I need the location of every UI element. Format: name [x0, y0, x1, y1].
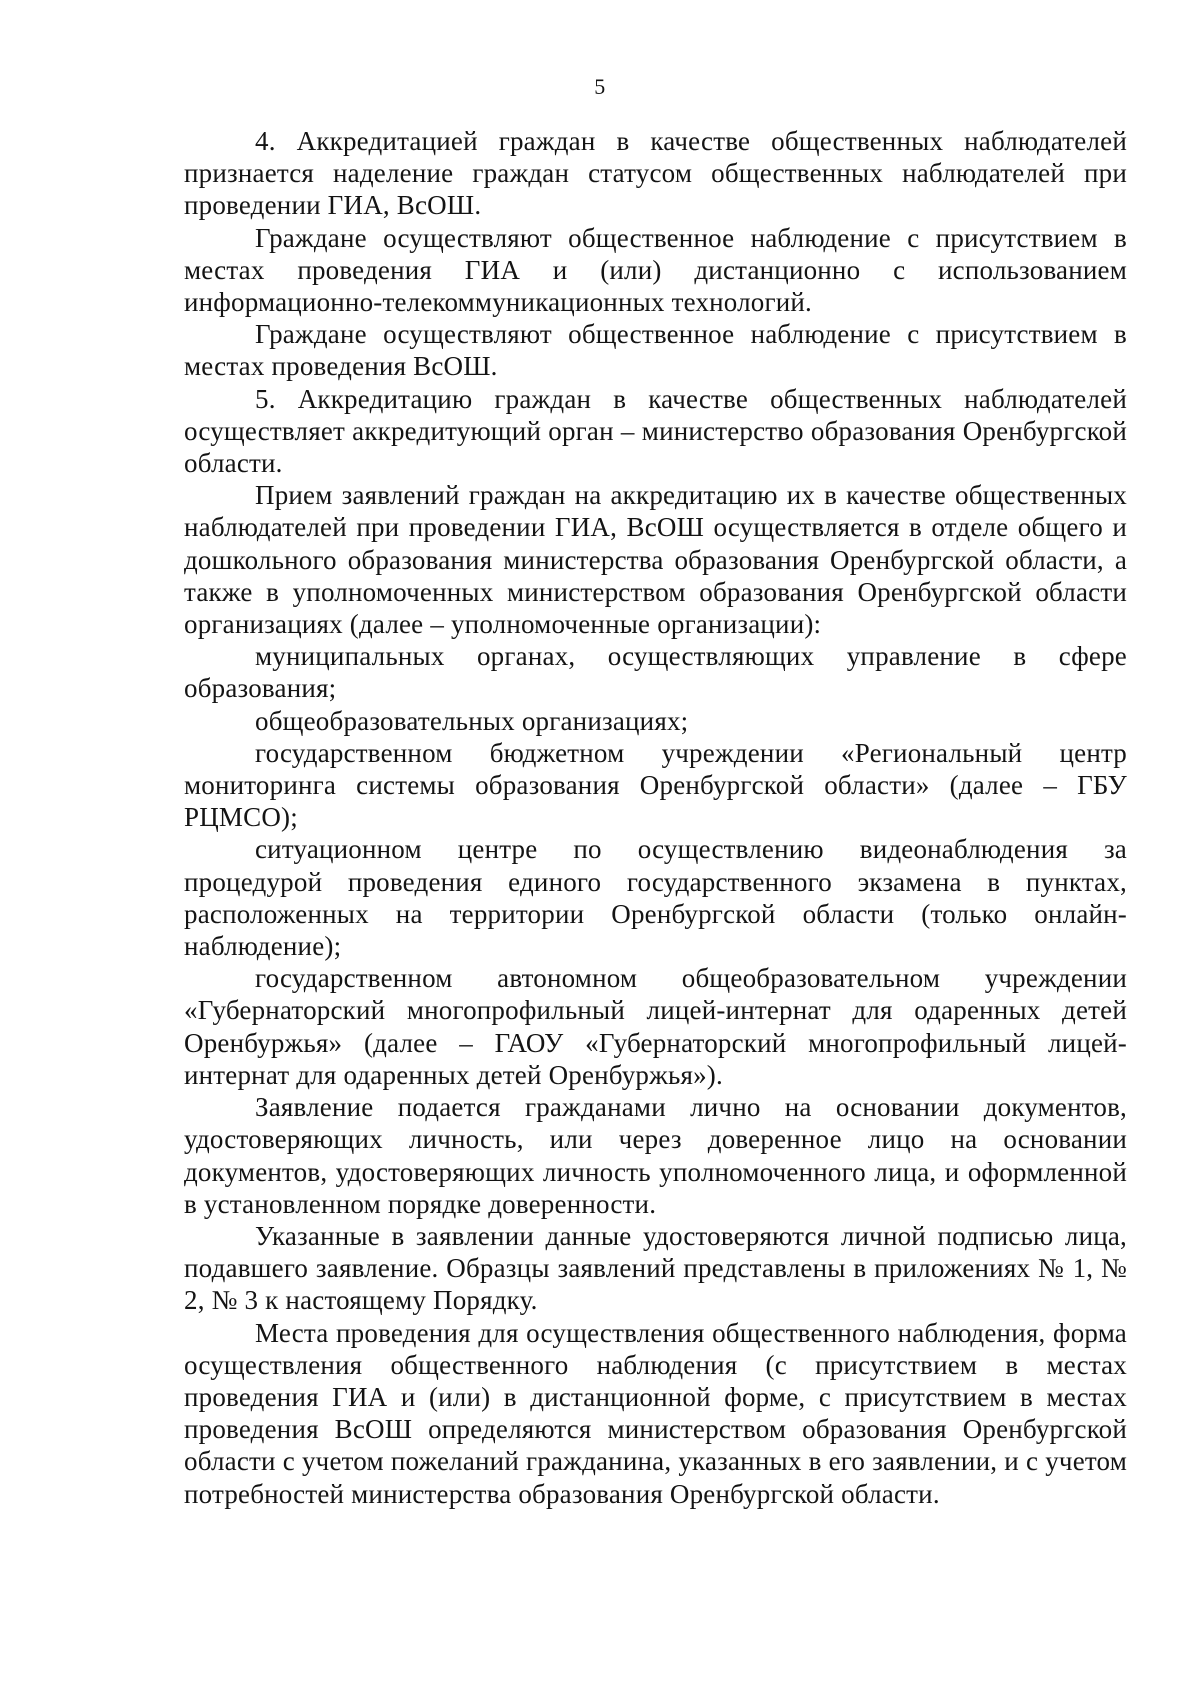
document-body — [184, 125, 1127, 1510]
list-item-gaou-lyceum: государственном автономном общеобразовательном учреждении «Губернаторский многопрофильный лицей-интернат для одаренных детей Оренбуржья» (далее – ГАОУ «Губернаторский многопрофильный лицей-интернат для одаренных детей Оренбуржья»). — [184, 963, 1127, 1090]
list-item-municipal-bodies: муниципальных органах, осуществляющих управление в сфере образования; — [184, 641, 1127, 704]
paragraph-vsosh-observation-mode: Граждане осуществляют общественное наблюдение с присутствием в местах проведения ВсОШ. — [184, 319, 1127, 382]
list-item-general-education: общеобразовательных организациях; — [255, 705, 689, 736]
paragraph-accreditation-definition: 4. Аккредитацией граждан в качестве общественных наблюдателей признается наделение граждан статусом общественных наблюдателей при проведении ГИА, ВсОШ. — [184, 126, 1127, 221]
page-number: 5 — [594, 74, 606, 99]
paragraph-gia-observation-modes: Граждане осуществляют общественное наблюдение с присутствием в местах проведения ГИА и (или) дистанционно с использованием информационно-телекоммуникационных технологий. — [184, 222, 1127, 318]
paragraph-signature-and-samples: Указанные в заявлении данные удостоверяются личной подписью лица, подавшего заявление. Образцы заявлений представлены в приложениях № 1, № 2, № 3 к настоящему Порядку. — [184, 1220, 1127, 1316]
paragraph-application-reception: Прием заявлений граждан на аккредитацию их в качестве общественных наблюдателей при проведении ГИА, ВсОШ осуществляется в отделе общего и дошкольного образования министерства образования Оренбургской области, а также в уполномоченных министерством образования Оренбургской области организациях (далее – уполномоченные организации): — [184, 480, 1127, 640]
paragraph-accrediting-body: 5. Аккредитацию граждан в качестве общественных наблюдателей осуществляет аккредитующий орган – министерство образования Оренбургской области. — [184, 383, 1127, 479]
paragraph-observation-places: Места проведения для осуществления общественного наблюдения, форма осуществления общественного наблюдения (с присутствием в местах проведения ГИА и (или) в дистанционной форме, с присутствием в местах проведения ВсОШ определяются министерством образования Оренбургской области с учетом пожеланий гражданина, указанных в его заявлении, и с учетом потребностей министерства образования Оренбургской области. — [184, 1317, 1127, 1509]
list-item-gbu-rcmso: государственном бюджетном учреждении «Региональный центр мониторинга системы образования Оренбургской области» (далее – ГБУ РЦМСО); — [184, 737, 1127, 833]
paragraph-application-submission: Заявление подается гражданами лично на основании документов, удостоверяющих личность, или через доверенное лицо на основании документов, удостоверяющих личность уполномоченного лица, и оформленной в установленном порядке доверенности. — [184, 1092, 1127, 1219]
list-item-situation-center: ситуационном центре по осуществлению видеонаблюдения за процедурой проведения единого государственного экзамена в пунктах, расположенных на территории Оренбургской области (только онлайн-наблюдение); — [184, 834, 1127, 962]
